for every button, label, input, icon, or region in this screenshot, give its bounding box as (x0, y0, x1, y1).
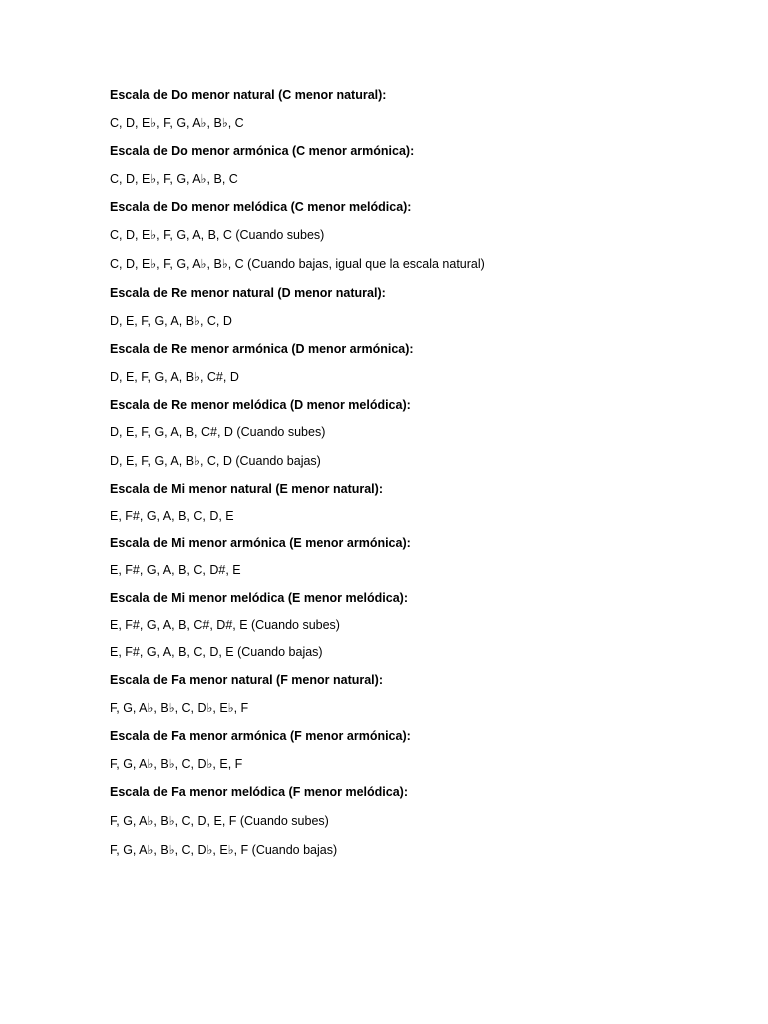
scale-notes: F, G, A♭, B♭, C, D♭, E, F (110, 757, 243, 771)
scale-notes: C, D, E♭, F, G, A, B, C (Cuando subes) (110, 228, 325, 242)
section-heading: Escala de Do menor natural (C menor natural): (110, 88, 387, 102)
scale-notes: C, D, E♭, F, G, A♭, B, C (110, 172, 238, 186)
scale-notes: D, E, F, G, A, B, C#, D (Cuando subes) (110, 425, 326, 439)
section-heading: Escala de Mi menor natural (E menor natural): (110, 482, 383, 496)
scale-notes: D, E, F, G, A, B♭, C#, D (110, 370, 239, 384)
scale-notes: E, F#, G, A, B, C, D#, E (110, 563, 241, 577)
scale-notes: E, F#, G, A, B, C, D, E (Cuando bajas) (110, 645, 323, 659)
scale-notes: E, F#, G, A, B, C#, D#, E (Cuando subes) (110, 618, 340, 632)
scale-notes: F, G, A♭, B♭, C, D♭, E♭, F (Cuando bajas) (110, 843, 338, 857)
section-heading: Escala de Fa menor melódica (F menor melódica): (110, 785, 409, 799)
scale-notes: E, F#, G, A, B, C, D, E (110, 509, 234, 523)
scale-notes: D, E, F, G, A, B♭, C, D (110, 314, 232, 328)
scale-notes: F, G, A♭, B♭, C, D♭, E♭, F (110, 701, 249, 715)
section-heading: Escala de Re menor melódica (D menor melódica): (110, 398, 411, 412)
section-heading: Escala de Mi menor armónica (E menor armónica): (110, 536, 411, 550)
section-heading: Escala de Do menor armónica (C menor armónica): (110, 144, 415, 158)
scale-notes: D, E, F, G, A, B♭, C, D (Cuando bajas) (110, 454, 321, 468)
section-heading: Escala de Fa menor natural (F menor natural): (110, 673, 383, 687)
section-heading: Escala de Mi menor melódica (E menor melódica): (110, 591, 409, 605)
scale-notes: C, D, E♭, F, G, A♭, B♭, C (110, 116, 244, 130)
section-heading: Escala de Do menor melódica (C menor melódica): (110, 200, 412, 214)
section-heading: Escala de Re menor natural (D menor natural): (110, 286, 386, 300)
section-heading: Escala de Re menor armónica (D menor armónica): (110, 342, 414, 356)
scale-notes: F, G, A♭, B♭, C, D, E, F (Cuando subes) (110, 814, 329, 828)
scale-notes: C, D, E♭, F, G, A♭, B♭, C (Cuando bajas, igual que la escala natural) (110, 257, 485, 271)
section-heading: Escala de Fa menor armónica (F menor armónica): (110, 729, 411, 743)
